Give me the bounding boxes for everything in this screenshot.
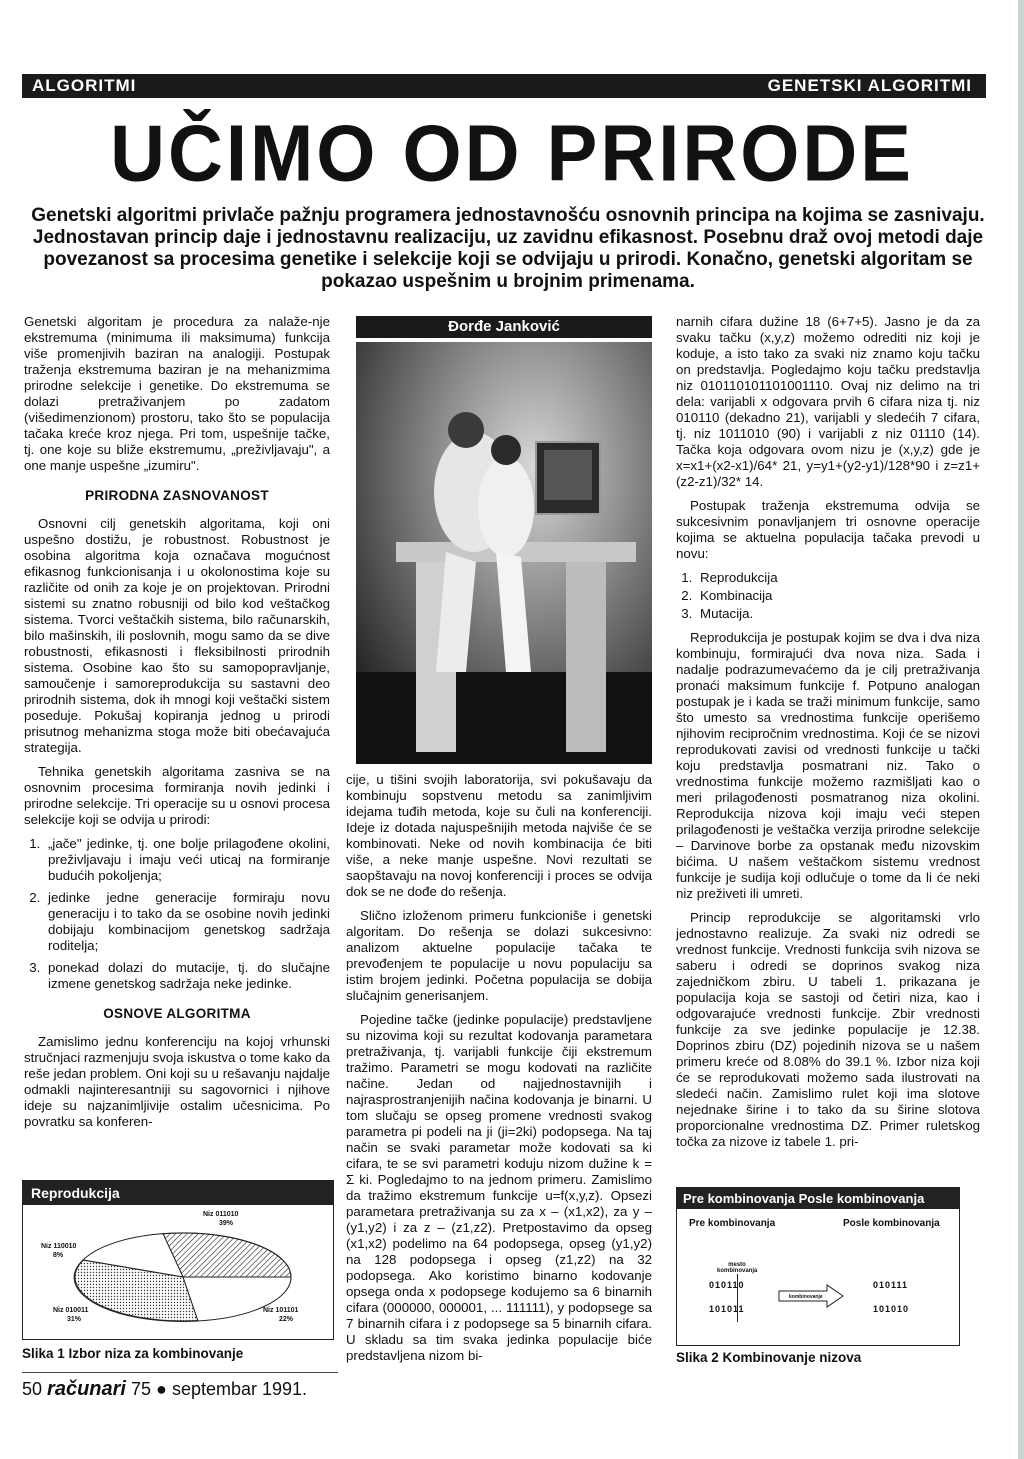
list-item: 3. ponekad dolazi do mutacije, tj. do slučajne izmene genetskog sadržaja neke jedinke. (44, 960, 330, 992)
page-number: 50 (22, 1379, 43, 1399)
paragraph: Osnovni cilj genetskih algoritama, koji oni uspešno dostižu, je robustnost. Robustnost je osobina algoritma koja označava mogućnost efikasnog funkcionisanja i u okolonostima koje su različite od onih za koje je on projektovan. Prirodni sistemi su znatno robusniji od bilo kod veštačkog sistema. Tvorci veštačkih sistema, bilo računarskih, bilo mašinskih, ili poslovnih, mogu samo da se dive robustnosti, efikasnosti i fleksibilnosti prirodnih sistema. Osobine kao što su samopopravljanje, samoučenje i samoreprodukcija su sastavni deo prirodnih sistema, dok ih mnogi koji veštački sistem poseduje. Pokušaj kopiranja jednog u prirodi prisutnog mehanizma stoga može biti obećavajuća strategija. (24, 516, 330, 755)
pct-b: 8% (53, 1252, 64, 1259)
paragraph: Postupak traženja ekstremuma odvija se sukcesivnim ponavljanjem tri osnovne operacije kojima se aktuelna populacija tačaka prevodi u novu: (676, 498, 980, 561)
label-b: Niz 110010 (41, 1243, 77, 1250)
issue-date: septembar 1991. (171, 1379, 308, 1399)
issue-number: 75 (131, 1379, 152, 1399)
figure-1-box (22, 1180, 334, 1340)
section-label: ALGORITMI (32, 76, 137, 95)
figure-2-title: Pre kombinovanja Posle kombinovanja (677, 1188, 959, 1209)
article-title: UČIMO OD PRIRODE (110, 108, 914, 199)
paragraph: Pojedine tačke (jedinke populacije) predstavljene su nizovima koji su rezultat kodovanja parametara pretraživanja, tj. varijabli funkcije čiji ekstremum tražimo. Parametri se mogu kodovati na različite načine. Jedan od najjednostavnijih i najrasprostranjenijih načina kodovanja je binarni. U tom slučaju se opseg promene vrednosti svakog parametra pi podeli na ji (ji=2ki) podopsega. Na taj način se svaki parametar može kodovati sa ki cifara, te se svi parametri koduju nizom dužine k = Σ ki. Pogledajmo to na jednom primeru. Zamislimo da tražimo ekstremum funkcije u=f(x,y,z). Opsezi parametara pretraživanja su za x – (x1,x2), za y – (y1,y2) i za z – (z1,z2). Pretpostavimo da opseg (x1,x2) podelimo na 64 podopsega, opseg (y1,y2) na 128 podopsega i opseg (z1,z2) na 32 podopsega. Ako koristimo binarno kodovanje opsega onda x podopsege kodujemo sa 6 binarnih cifara (000000, 000001, ... 111111), y podopsege sa 7 binarnih cifara i z podopsege sa 5 binarnih cifara. U skladu sa tim svaka jedinka populacije biće predstavljena nizom bi- (346, 1012, 652, 1363)
footer-rule (22, 1372, 338, 1373)
label-c: Niz 010011 (53, 1307, 89, 1314)
label-a: Niz 011010 (203, 1211, 239, 1218)
pct-a: 39% (219, 1220, 234, 1227)
slice-101101 (183, 1277, 294, 1323)
list-item: 3. Mutacija. (696, 606, 980, 622)
figure-2-box (676, 1187, 960, 1346)
figure-2-caption: Slika 2 Kombinovanje nizova (676, 1350, 862, 1365)
pct-d: 22% (279, 1316, 294, 1323)
before-string-2: 101011 (709, 1304, 745, 1314)
bullet-icon: ● (156, 1379, 167, 1399)
paragraph: Princip reprodukcije se algoritamski vrlo jednostavno realizuje. Za svaki niz odredi se vrednost funkcije. Vrednosti funkcija svih nizova se saberu i odredi se doprinos svakog niza zajedničkom zbiru. U tabeli 1. prikazana je populacija koja se sastoji od četiri niza, kao i odgovarajuće vrednosti funkcije. Zbir vrednosti funkcije za sve jedinke populacije je 12.38. Doprinos zbiru (DZ) pojedinih nizova se u našem primeru kreće od 8.08% do 39.1 %. Izbor niza koji će se reprodukovati možemo sada ilustrovati na sledeći način. Zamislimo rulet koji ima slotove nejednake širine i to tako da su širine slotova proporcionalne vrednostima DZ. Primer ruletskog točka za nizove iz tabele 1. pri- (676, 910, 980, 1149)
subheading: PRIRODNA ZASNOVANOST (85, 488, 269, 503)
list-item: 1. „jače" jedinke, tj. one bolje prilagođene okolini, preživljavaju i imaju veći uticaj na formiranje budućih pokoljenja; (44, 836, 330, 884)
list-item: 2. Kombinacija (696, 588, 980, 604)
before-string-1: 010110 (709, 1280, 745, 1290)
pct-c: 31% (67, 1316, 82, 1323)
slice-011010 (163, 1233, 291, 1277)
topic-label: GENETSKI ALGORITMI (767, 76, 972, 95)
article-photo (356, 342, 652, 764)
photo-illustration (356, 342, 652, 764)
after-string-1: 010111 (873, 1280, 909, 1290)
section-header-bar (22, 74, 986, 98)
paragraph: Reprodukcija je postupak kojim se dva i dva niza kombinuju, formirajući dva nova niza. Sada i nadalje podrazumevaćemo da je cilj pretraživanja pronaći maksimum funkcije f. Potpuno analogan postupak je i kada se traži minimum funkcije, samo što umesto sa vrednostima funkcije operišemo njihovim recipročnim vrednostima. Koji će se nizovi reprodukovati zavisi od vrednosti funkcije u tački koju predstavlja posmatrani niz. Tako o vrednostima funkcije možemo razmišljati kao o meri prilagođenosti posmatranog niza okolini. Reprodukcija nizova koji imaju veći stepen prilagođenosti je veštačka verzija prirodne selekcije – Darvinove borbe za opstanak među nizovskim bićima. U našem veštačkom sistemu vrednost funkcije je sudija koji odlučuje o tome da li će neki niz preživeti ili umreti. (676, 630, 980, 901)
column-3 (676, 314, 980, 1158)
scan-edge (1018, 0, 1024, 1459)
steps-list (676, 570, 980, 622)
magazine-name: računari (47, 1378, 126, 1400)
arrow-label: kombinovanje (789, 1294, 823, 1300)
crossover-point-label: mesto kombinovanja (717, 1262, 758, 1274)
article-lead: Genetski algoritmi privlače pažnju programera jednostavnošću osnovnih principa na kojima se zasnivaju. Jednostavan princip daje i jednostavnu realizaciju, uz zavidnu efikasnost. Posebnu draž ovoj metodi daje povezanost sa procesima genetike i selekcije koji se odvijaju u prirodi. Konačno, genetski algoritam se pokazao uspešnim u brojnim primenama. (31, 205, 985, 292)
author-byline: Đorđe Janković (356, 316, 652, 338)
operations-list (24, 836, 330, 992)
list-item: 1. Reprodukcija (696, 570, 980, 586)
figure-1-caption: Slika 1 Izbor niza za kombinovanje (22, 1346, 244, 1361)
figure-1-title: Reprodukcija (23, 1181, 333, 1205)
paragraph: Genetski algoritam je procedura za nalaže-nje ekstremuma (minimuma ili maksimuma) funkcija više promenjivih baziran na analogiji. Postupak traženja ekstremuma baziran je na mehanizmima prirodne selekcije i genetike. Do ekstremuma se dolazi pretraživanjem po zadatom (višedimenzionom) prostoru, tako što se populacija tačaka kreće kroz njega. Pri tom, uspešnije tačke, tj. one koje su bliže ekstremumu, „preživljavaju", a one manje uspešne „izumiru". (24, 314, 330, 473)
paragraph: cije, u tišini svojih laboratorija, svi pokušavaju da kombinuju sopstvenu metodu sa zanimljivim idejama tuđih metoda, koje su čuli na konferenciji. Ideje iz dotada najuspešnijih metoda najviše će se kombinovati. Neke od novih kombinacija će biti više, a neke manje uspešne. Novi rezultati se saopštavaju na novoj konferenciji i proces se odvija dok se ne dođe do rešenja. (346, 772, 652, 899)
after-string-2: 101010 (873, 1304, 910, 1314)
paragraph: Tehnika genetskih algoritama zasniva se na osnovnim procesima formiranja novih jedinki i prirodne selekcije. Tri operacije su u osnovi procesa selekcije koji se odvija u prirodi: (24, 764, 330, 827)
column-1 (24, 314, 330, 1138)
label-d: Niz 101101 (263, 1307, 299, 1314)
page-footer (22, 1378, 307, 1401)
paragraph: narnih cifara dužine 18 (6+7+5). Jasno je da za svaku tačku (x,y,z) možemo odrediti niz koji je koduje, a isto tako za svaki niz znamo koju tačku on predstavlja. Pogledajmo koju tačku predstavlja niz 010110101101001110. Ovaj niz delimo na tri dela: varijabli x odgovara prvih 6 cifara niza tj. niz 010110 (dekadno 21), varijabli y sledećih 7 cifara, tj. niz 1011010 (90) i varijabli z niz 01110 (14). Tačka koja odgovara ovom nizu je (x,y,z) gde je x=x1+(x2-x1)/64* 21, y=y1+(y2-y1)/128*90 i z=z1+(z2-z1)/32* 14. (676, 314, 980, 489)
list-item: 2. jedinke jedne generacije formiraju novu generaciju i to tako da se osobine novih jedinki dobijaju kombinacijom genetskog sadržaja roditelja; (44, 890, 330, 954)
after-label: Posle kombinovanja (843, 1218, 940, 1229)
paragraph: Zamislimo jednu konferenciju na kojoj vrhunski stručnjaci razmenjuju svoja iskustva o tome kako da reše jedan problem. Oni koji su u rešavanju najdalje odmakli najinteresantniji su sagovornici i njihove ideje su najzanimljivije ostalim učesnicima. Po povratku sa konferen- (24, 1034, 330, 1129)
before-label: Pre kombinovanja (689, 1218, 776, 1229)
subheading: OSNOVE ALGORITMA (103, 1006, 251, 1021)
column-2 (346, 772, 652, 1372)
paragraph: Slično izloženom primeru funkcioniše i genetski algoritam. Do rešenja se dolazi sukcesivno: analizom aktuelne populacije tačaka te prevođenjem te populacije u novu populaciju sa istim brojem jedinki. Početna populacija se dobija slučajnim generisanjem. (346, 908, 652, 1003)
